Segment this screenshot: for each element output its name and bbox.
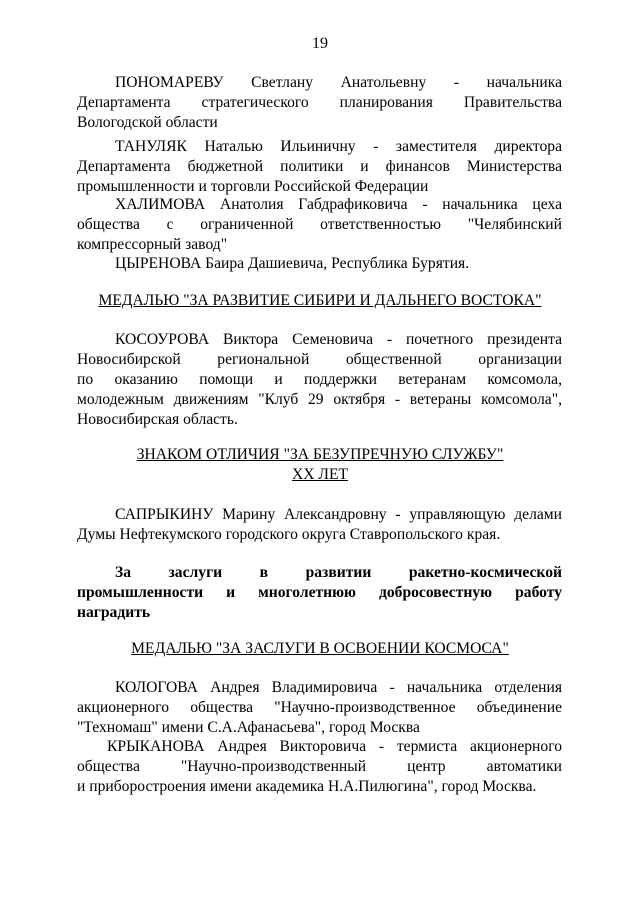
entry-line: молодежным движениям "Клуб 29 октября - ветераны комсомола", <box>77 391 562 408</box>
award-heading-line-2: XX ЛЕТ <box>291 466 349 483</box>
award-heading: МЕДАЛЬЮ "ЗА ЗАСЛУГИ В ОСВОЕНИИ КОСМОСА" <box>131 640 509 657</box>
entry-line: КОЛОГОВА Андрея Владимировича - начальника отделения <box>115 679 562 696</box>
entry-line: ТАНУЛЯК Наталью Ильиничну - заместителя директора <box>115 138 562 155</box>
entry-line: акционерного общества "Научно-производственное объединение <box>77 699 562 716</box>
award-entry <box>77 137 562 197</box>
entry-line: Новосибирская область. <box>77 411 238 428</box>
entry-line: САПРЫКИНУ Марину Александровну - управляющую делами <box>115 506 562 523</box>
entry-line: по оказанию помощи и поддержки ветеранам комсомола, <box>77 371 562 388</box>
award-entry <box>77 254 562 274</box>
entry-line: ХАЛИМОВА Анатолия Габдрафиковича - начальника цеха <box>115 196 562 213</box>
award-heading: МЕДАЛЬЮ "ЗА РАЗВИТИЕ СИБИРИ И ДАЛЬНЕГО ВОСТОКА" <box>98 292 542 309</box>
entry-line: компрессорный завод" <box>77 236 228 253</box>
award-entry <box>77 678 562 738</box>
resolution-line: промышленности и многолетнюю добросовестную работу <box>77 584 562 601</box>
entry-line: промышленности и торговли Российской Федерации <box>77 178 429 195</box>
page-number: 19 <box>312 35 328 52</box>
entry-line: и приборостроения имени академика Н.А.Пилюгина", город Москва. <box>77 778 537 795</box>
award-entry <box>77 330 562 430</box>
entry-line: ЦЫРЕНОВА Баира Дашиевича, Республика Бурятия. <box>115 255 470 272</box>
entry-line: КРЫКАНОВА Андрея Викторовича - термиста акционерного <box>107 738 562 755</box>
entry-line: Думы Нефтекумского городского округа Ставропольского края. <box>77 526 501 543</box>
entry-line: Новосибирской региональной общественной организации <box>77 351 562 368</box>
entry-line: ПОНОМАРЕВУ Светлану Анатольевну - начальника <box>115 74 562 91</box>
entry-line: общества с ограниченной ответственностью "Челябинский <box>77 216 562 233</box>
entry-line: "Техномаш" имени С.А.Афанасьева", город Москва <box>77 719 420 736</box>
resolution-line: наградить <box>77 604 151 621</box>
resolution-line: За заслуги в развитии ракетно-космической <box>115 564 562 581</box>
award-entry <box>77 195 562 255</box>
entry-line: Департамента стратегического планирования Правительства <box>77 94 562 111</box>
award-entry <box>77 73 562 133</box>
award-entry <box>77 737 562 797</box>
entry-line: КОСОУРОВА Виктора Семеновича - почетного президента <box>115 331 562 348</box>
resolution-text <box>77 563 562 623</box>
entry-line: Департамента бюджетной политики и финансов Министерства <box>77 158 562 175</box>
award-entry <box>77 505 562 545</box>
award-heading: ЗНАКОМ ОТЛИЧИЯ "ЗА БЕЗУПРЕЧНУЮ СЛУЖБУ" <box>136 446 504 463</box>
entry-line: общества "Научно-производственный центр автоматики <box>77 758 562 775</box>
entry-line: Вологодской области <box>77 114 218 131</box>
